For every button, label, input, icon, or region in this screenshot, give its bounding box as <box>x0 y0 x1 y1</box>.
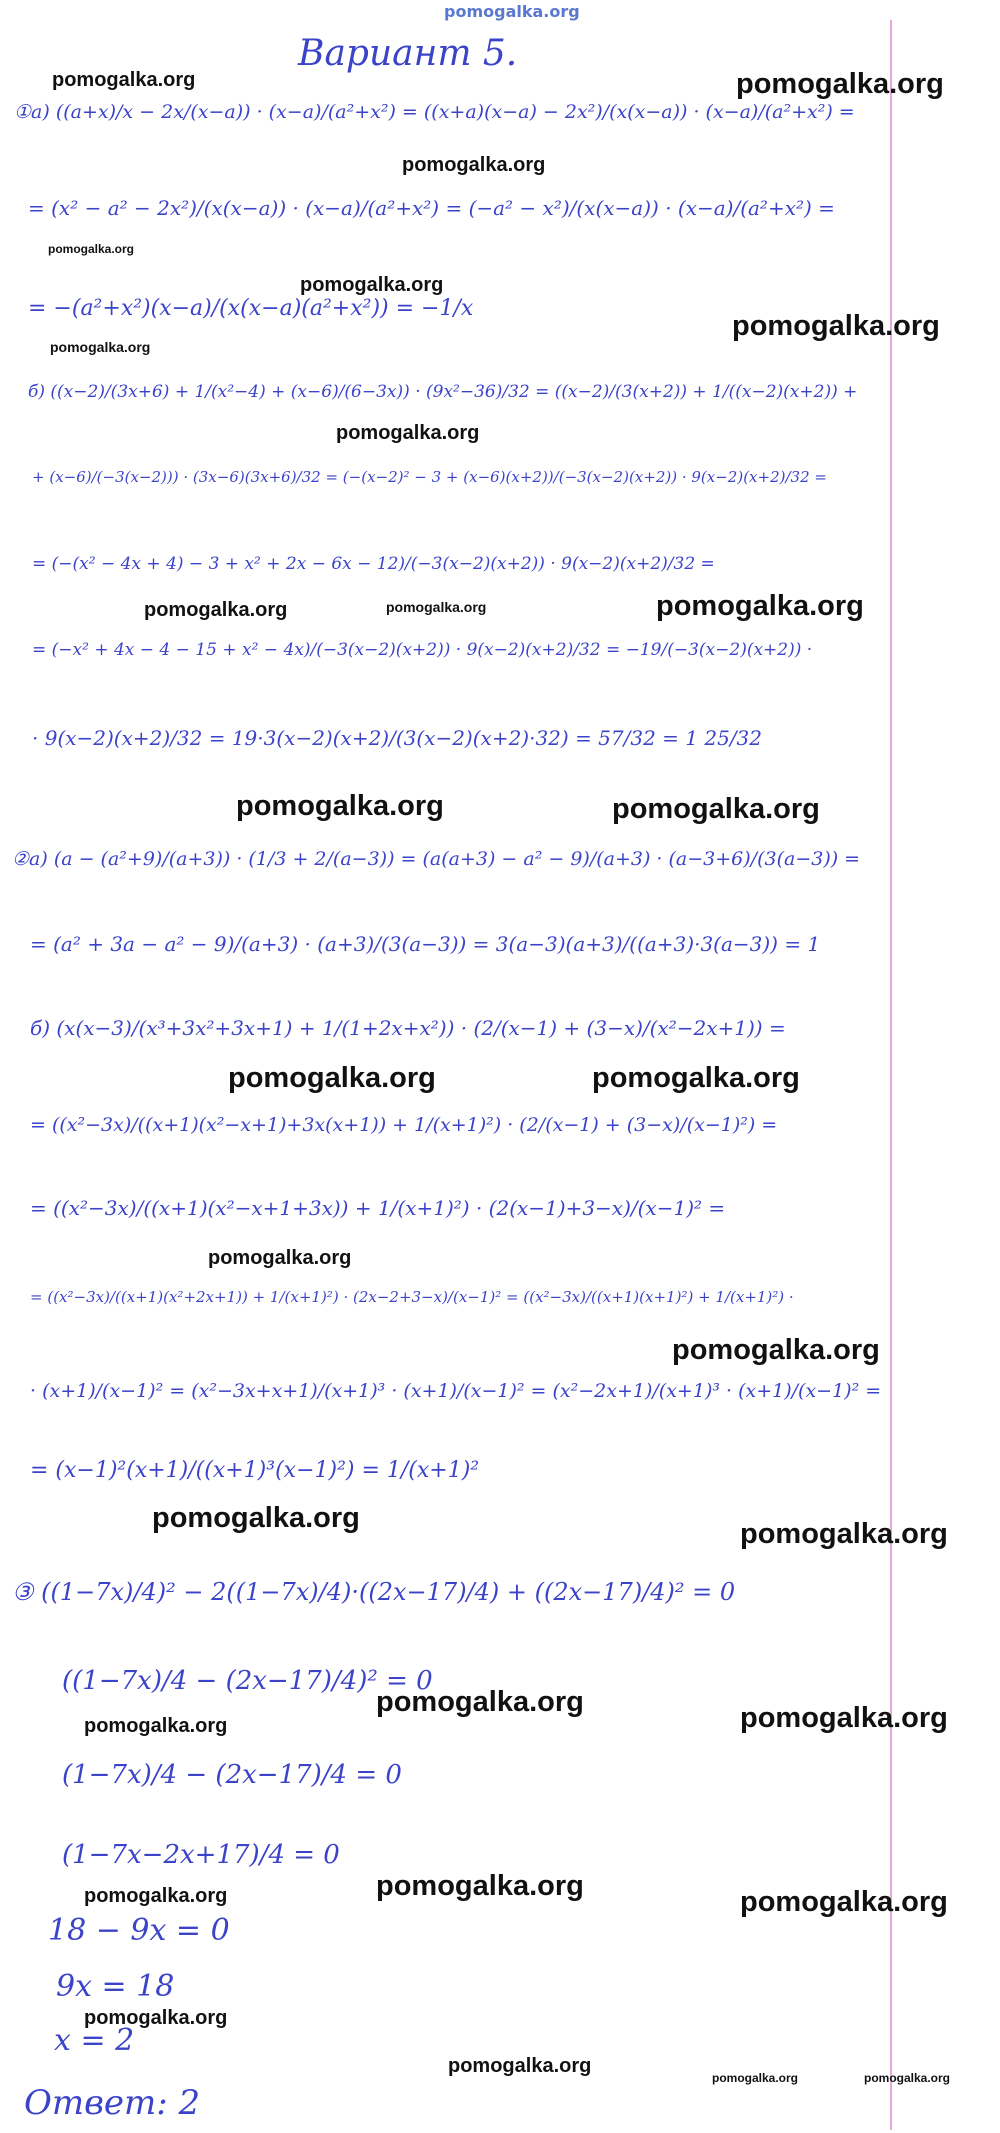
line-10: = (a² + 3a − a² − 9)/(a+3) · (a+3)/(3(a−3)) = 3(a−3)(a+3)/((a+3)·3(a−3)) = 1 <box>30 932 821 956</box>
watermark: pomogalka.org <box>732 310 940 342</box>
line-3: = −(a²+x²)(x−a)/(x(x−a)(a²+x²)) = −1/x <box>28 296 474 321</box>
watermark: pomogalka.org <box>208 1247 352 1269</box>
line-7: = (−x² + 4x − 4 − 15 + x² − 4x)/(−3(x−2)(x+2)) · 9(x−2)(x+2)/32 = −19/(−3(x−2)(x+2)) · <box>32 640 813 660</box>
line-4: б) ((x−2)/(3x+6) + 1/(x²−4) + (x−6)/(6−3x)) · (9x²−36)/32 = ((x−2)/(3(x+2)) + 1/((x−2)(x+2)) + <box>28 382 858 402</box>
watermark: pomogalka.org <box>144 599 288 621</box>
line-18: ((1−7x)/4 − (2x−17)/4)² = 0 <box>62 1666 433 1696</box>
line-1: ①а) ((a+x)/x − 2x/(x−a)) · (x−a)/(a²+x²) = ((x+a)(x−a) − 2x²)/(x(x−a)) · (x−a)/(a²+x²) = <box>14 101 855 123</box>
watermark: pomogalka.org <box>52 69 196 91</box>
line-21: 18 − 9x = 0 <box>48 1913 230 1948</box>
header-site: pomogalka.org <box>444 2 580 21</box>
watermark: pomogalka.org <box>84 2007 228 2029</box>
watermark: pomogalka.org <box>740 1518 948 1550</box>
line-8: · 9(x−2)(x+2)/32 = 19·3(x−2)(x+2)/(3(x−2)(x+2)·32) = 57/32 = 1 25/32 <box>32 726 763 750</box>
line-17: ③ ((1−7x)/4)² − 2((1−7x)/4)·((2x−17)/4) + ((2x−17)/4)² = 0 <box>12 1578 736 1606</box>
line-24: Ответ: 2 <box>24 2083 201 2123</box>
watermark: pomogalka.org <box>672 1334 880 1366</box>
watermark: pomogalka.org <box>592 1062 800 1094</box>
watermark: pomogalka.org <box>448 2055 592 2077</box>
watermark: pomogalka.org <box>736 68 944 100</box>
watermark: pomogalka.org <box>402 154 546 176</box>
line-23: x = 2 <box>54 2023 135 2058</box>
watermark: pomogalka.org <box>228 1062 436 1094</box>
watermark: pomogalka.org <box>84 1715 228 1737</box>
watermark: pomogalka.org <box>236 790 444 822</box>
line-5: + (x−6)/(−3(x−2))) · (3x−6)(3x+6)/32 = (−(x−2)² − 3 + (x−6)(x+2))/(−3(x−2)(x+2)) · 9(x−2)(x+2)/32 = <box>32 468 827 486</box>
line-16: = (x−1)²(x+1)/((x+1)³(x−1)²) = 1/(x+1)² <box>30 1458 480 1483</box>
line-22: 9x = 18 <box>56 1969 175 2004</box>
line-20: (1−7x−2x+17)/4 = 0 <box>62 1840 340 1870</box>
watermark: pomogalka.org <box>84 1885 228 1907</box>
watermark: pomogalka.org <box>612 793 820 825</box>
watermark: pomogalka.org <box>50 339 151 355</box>
line-19: (1−7x)/4 − (2x−17)/4 = 0 <box>62 1760 402 1790</box>
watermark: pomogalka.org <box>376 1870 584 1902</box>
watermark: pomogalka.org <box>712 2071 799 2085</box>
line-14: = ((x²−3x)/((x+1)(x²+2x+1)) + 1/(x+1)²) · (2x−2+3−x)/(x−1)² = ((x²−3x)/((x+1)(x+1)²) + 1/(x+1)²) · <box>30 1288 794 1306</box>
line-2: = (x² − a² − 2x²)/(x(x−a)) · (x−a)/(a²+x²) = (−a² − x²)/(x(x−a)) · (x−a)/(a²+x²) = <box>28 196 835 220</box>
variant-title: Вариант 5. <box>298 33 518 74</box>
watermark: pomogalka.org <box>300 274 444 296</box>
watermark: pomogalka.org <box>656 590 864 622</box>
line-6: = (−(x² − 4x + 4) − 3 + x² + 2x − 6x − 12)/(−3(x−2)(x+2)) · 9(x−2)(x+2)/32 = <box>32 554 715 574</box>
line-15: · (x+1)/(x−1)² = (x²−3x+x+1)/(x+1)³ · (x+1)/(x−1)² = (x²−2x+1)/(x+1)³ · (x+1)/(x−1)² = <box>30 1380 882 1402</box>
watermark: pomogalka.org <box>864 2071 951 2085</box>
watermark: pomogalka.org <box>386 599 487 615</box>
line-11: б) (x(x−3)/(x³+3x²+3x+1) + 1/(1+2x+x²)) · (2/(x−1) + (3−x)/(x²−2x+1)) = <box>30 1016 786 1040</box>
line-9: ②а) (a − (a²+9)/(a+3)) · (1/3 + 2/(a−3)) = (a(a+3) − a² − 9)/(a+3) · (a−3+6)/(3(a−3)) = <box>12 848 861 870</box>
line-13: = ((x²−3x)/((x+1)(x²−x+1+3x)) + 1/(x+1)²) · (2(x−1)+3−x)/(x−1)² = <box>30 1196 726 1220</box>
watermark: pomogalka.org <box>152 1502 360 1534</box>
watermark: pomogalka.org <box>740 1886 948 1918</box>
watermark: pomogalka.org <box>376 1686 584 1718</box>
line-12: = ((x²−3x)/((x+1)(x²−x+1)+3x(x+1)) + 1/(x+1)²) · (2/(x−1) + (3−x)/(x−1)²) = <box>30 1114 778 1136</box>
watermark: pomogalka.org <box>740 1702 948 1734</box>
watermark: pomogalka.org <box>336 422 480 444</box>
watermark: pomogalka.org <box>48 242 135 256</box>
